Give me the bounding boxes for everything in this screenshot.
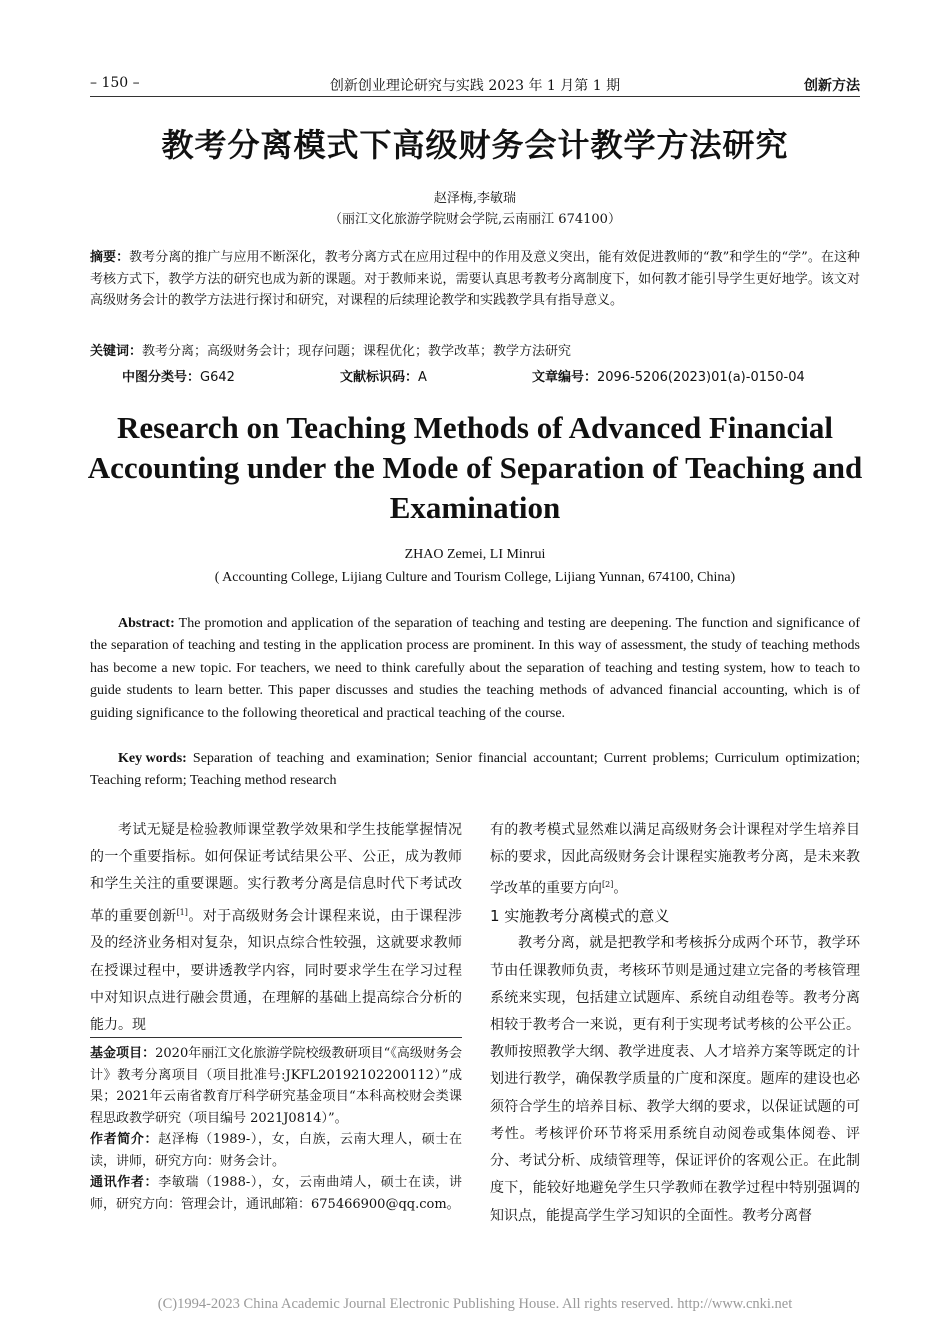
footnote [90,1043,462,1215]
body-paragraph [90,817,462,1039]
header-rule [90,96,860,97]
body-text: 考试无疑是检验教师课堂教学效果和学生技能掌握情况的一个重要指标。如何保证考试结果公平、公正，成为教师和学生关注的重要课题。实行教考分离是信息时代下考试改革的重要创新 [90,822,462,925]
doc-label: 文献标识码： [340,370,419,385]
section-name: 创新方法 [804,78,860,94]
keywords-en [90,748,860,793]
clc-value: G642 [200,370,235,385]
section-heading: 1 实施教考分离模式的意义 [490,907,670,926]
body-left-column [90,817,462,1039]
author-text: 赵泽梅（1989-），女，白族，云南大理人，硕士在读，讲师，研究方向：财务会计。 [90,1132,462,1169]
title-cn: 教考分离模式下高级财务会计教学方法研究 [161,126,789,164]
article-label: 文章编号： [532,370,598,385]
doc-value: A [418,370,427,385]
body-text: 有的教考模式显然难以满足高级财务会计课程对学生培养目标的要求，因此高级财务会计课程实施教考分离，是未来教学改革的重要方向 [490,822,860,898]
abstract-cn-label: 摘要： [90,250,130,265]
keywords-en-label: Key words: [118,751,187,766]
corresponding-author-note [90,1172,462,1215]
fund-note [90,1043,462,1129]
abstract-cn [90,247,860,312]
keywords-en-text: Separation of teaching and examination; Senior financial accountant; Current problems; Curriculum optimization; Teaching reform; Teaching method research [90,751,860,789]
title-en: Research on Teaching Methods of Advanced Financial Accounting under the Mode of Separation of Teaching and Examination [87,410,863,525]
citation-ref[interactable]: [2] [602,880,614,890]
abstract-en-label: Abstract: [118,616,175,631]
body-text: 。 [613,881,628,898]
article-value: 2096-5206(2023)01(a)-0150-04 [597,370,805,385]
author-note [90,1129,462,1172]
fund-text: 2020年丽江文化旅游学院校级教研项目“《高级财务会计》教考分离项目（项目批准号:JKFL20192102200112）”成果；2021年云南省教育厅科学研究基金项目“本科高校财会类课程思政教学研究（项目编号 2021J0814）”。 [90,1046,462,1126]
keywords-cn-text: 教考分离；高级财务会计；现存问题；课程优化；教学改革；教学方法研究 [142,344,572,359]
footnote-rule [90,1037,462,1038]
citation-ref[interactable]: [1] [176,907,188,917]
affiliation-en: ( Accounting College, Lijiang Culture and Tourism College, Lijiang Yunnan, 674100, China) [214,570,736,585]
corr-label: 通讯作者： [90,1175,159,1190]
keywords-cn-label: 关键词： [90,344,143,359]
authors-cn: 赵泽梅,李敏瑞 [433,191,517,206]
doc-code [340,366,427,385]
corr-text: 李敏瑞（1988-），女，云南曲靖人，硕士在读，讲师，研究方向：管理会计，通讯邮箱：675466900@qq.com。 [90,1175,462,1212]
clc-number [122,366,235,385]
abstract-cn-text: 教考分离的推广与应用不断深化，教考分离方式在应用过程中的作用及意义突出，能有效促进教师的“教”和学生的“学”。在这种考核方式下，教学方法的研究也成为新的课题。对于教师来说，需要认真思考教考分离制度下，如何教才能引导学生更好地学。该文对高级财务会计的教学方法进行探讨和研究，对课程的后续理论教学和实践教学具有指导意义。 [90,250,860,309]
keywords-cn [90,341,860,363]
authors-en: ZHAO Zemei, LI Minrui [404,547,546,562]
body-right-column [490,817,860,1230]
page-number: – 150 – [90,75,140,91]
abstract-en-text: The promotion and application of the separation of teaching and testing are deepening. The function and significance of the separation of teaching and testing in the application process are prominent. In this way of assessment, the study of teaching methods has become a new topic. For teachers, we need to think carefully about the separation of teaching and testing system, how to teach to guide students to learn better. This paper discusses and studies the teaching methods of advanced financial accounting, which is of guiding significance to the following theoretical and practical teaching of the course. [90,616,860,721]
abstract-en [90,613,860,725]
fund-label: 基金项目： [90,1046,156,1061]
body-text: 。对于高级财务会计课程来说，由于课程涉及的经济业务相对复杂，知识点综合性较强，这就要求教师在授课过程中，要讲透教学内容，同时要求学生在学习过程中对知识点进行融会贯通，在理解的基础上提高综合分析的能力。现 [90,908,463,1034]
body-paragraph: 教考分离，就是把教学和考核拆分成两个环节，教学环节由任课教师负责，考核环节则是通过建立完备的考核管理系统来实现，包括建立试题库、系统自动组卷等。教考分离相较于教考合一来说，更有利于实现考试考核的公平公正。教师按照教学大纲、教学进度表、人才培养方案等既定的计划进行教学，确保教学质量的广度和深度。题库的建设也必须符合学生的培养目标、教学大纲的要求，以保证试题的可考性。考核评价环节将采用系统自动阅卷或集体阅卷、评分、考试分析、成绩管理等，保证评价的客观公正。在此制度下，能较好地避免学生只学教师在教学过程中特别强调的知识点，能提高学生学习知识的全面性。教考分离督 [490,935,860,1224]
copyright-watermark: (C)1994-2023 China Academic Journal Electronic Publishing House. All rights reserved. http://www.cnki.net [157,1296,793,1312]
article-number [532,366,805,385]
journal-name: 创新创业理论研究与实践 2023 年 1 月第 1 期 [329,78,621,94]
body-paragraph [490,817,860,903]
clc-label: 中图分类号： [122,370,201,385]
author-label: 作者简介： [90,1132,159,1147]
affiliation-cn: （丽江文化旅游学院财会学院,云南丽江 674100） [329,212,621,227]
